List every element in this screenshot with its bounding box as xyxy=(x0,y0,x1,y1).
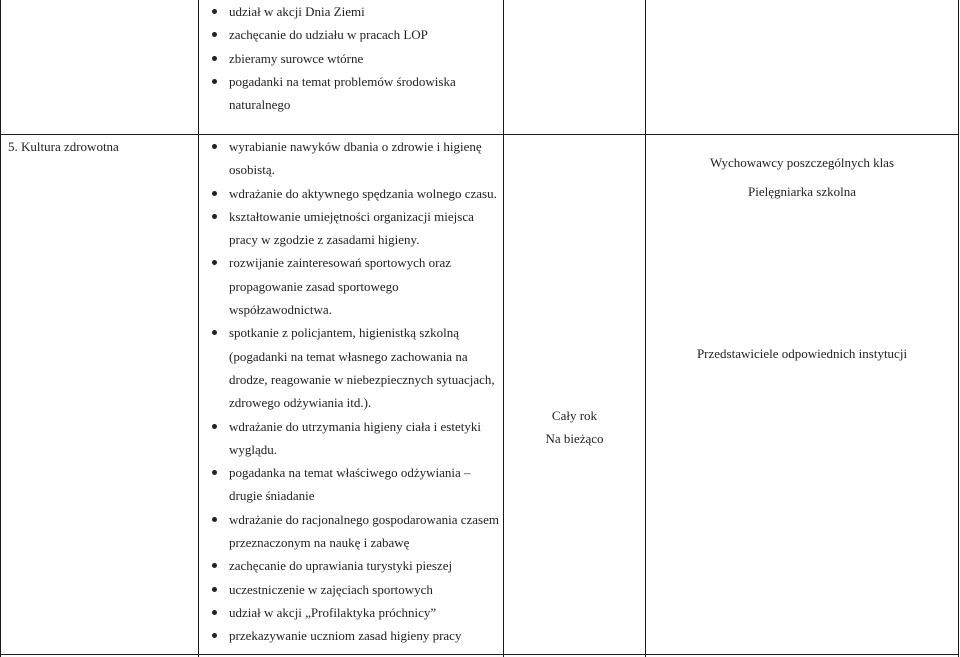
column-divider-3 xyxy=(645,0,646,657)
list-item: przekazywanie uczniom zasad higieny pracy xyxy=(210,624,500,647)
section5-task-list xyxy=(210,135,500,648)
list-item: uczestniczenie w zajęciach sportowych xyxy=(210,578,500,601)
table-border-left xyxy=(0,0,1,657)
table-border-right xyxy=(958,0,959,657)
list-item: rozwijanie zainteresowań sportowych oraz propagowanie zasad sportowego współzawodnictwa. xyxy=(210,251,500,321)
list-item: pogadanki na temat problemów środowiska naturalnego xyxy=(210,70,490,117)
section-topic: 5. Kultura zdrowotna xyxy=(8,139,119,154)
list-item: wyrabianie nawyków dbania o zdrowie i higienę osobistą. xyxy=(210,135,500,182)
top-task-list xyxy=(210,0,490,116)
list-item: wdrażanie do utrzymania higieny ciała i estetyki wyglądu. xyxy=(210,415,500,462)
list-item: pogadanka na temat właściwego odżywiania – drugie śniadanie xyxy=(210,461,500,508)
responsible-teachers: Wychowawcy poszczególnych klas xyxy=(709,155,895,170)
list-item: zachęcanie do uprawiania turystyki pieszej xyxy=(210,554,500,577)
list-item: kształtowanie umiejętności organizacji miejsca pracy w zgodzie z zasadami higieny. xyxy=(210,205,500,252)
responsible-institutions: Przedstawiciele odpowiednich instytucji xyxy=(696,346,908,361)
responsible-nurse: Pielęgniarka szkolna xyxy=(748,184,856,199)
list-item: udział w akcji „Profilaktyka próchnicy” xyxy=(210,601,500,624)
list-item: zbieramy surowce wtórne xyxy=(210,47,490,70)
term-line-2: Na bieżąco xyxy=(545,431,604,446)
column-divider-2 xyxy=(503,0,504,657)
list-item: zachęcanie do udziału w pracach LOP xyxy=(210,23,490,46)
list-item: udział w akcji Dnia Ziemi xyxy=(210,0,490,23)
column-divider-1 xyxy=(198,0,199,657)
term-line-1: Cały rok xyxy=(551,408,598,423)
list-item: spotkanie z policjantem, higienistką szkolną (pogadanki na temat własnego zachowania na drodze, reagowanie w niebezpiecznych sytuacjach, zdrowego odżywiania itd.). xyxy=(210,321,500,414)
list-item: wdrażanie do racjonalnego gospodarowania czasem przeznaczonym na naukę i zabawę xyxy=(210,508,500,555)
list-item: wdrażanie do aktywnego spędzania wolnego czasu. xyxy=(210,182,500,205)
table-border-bottom xyxy=(0,654,959,655)
